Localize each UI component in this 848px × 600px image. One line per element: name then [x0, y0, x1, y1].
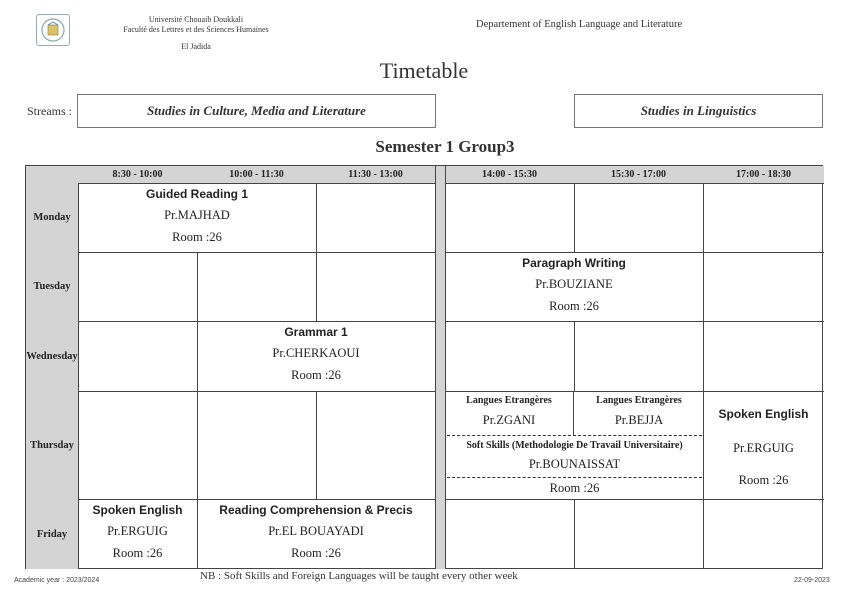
room-label: Room :26	[172, 230, 222, 244]
timeslot-header: 17:00 - 18:30	[703, 166, 824, 184]
session-thursday-spoken-english	[703, 391, 824, 500]
empty-slot	[445, 321, 575, 392]
timeslot-header: 8:30 - 10:00	[78, 166, 198, 184]
timetable-grid	[25, 165, 823, 569]
empty-slot	[316, 391, 436, 500]
empty-slot	[445, 499, 575, 569]
stream-culture-media-literature: Studies in Culture, Media and Literature	[77, 94, 436, 128]
empty-slot	[197, 391, 317, 500]
professor-name: Pr.BEJJA	[614, 413, 664, 427]
session-thursday-soft-skills	[445, 436, 704, 476]
timeslot-header: 10:00 - 11:30	[197, 166, 317, 184]
empty-slot	[78, 321, 198, 392]
empty-slot	[316, 252, 436, 322]
alternate-week-divider	[447, 477, 702, 478]
page-title: Timetable	[379, 58, 469, 83]
university-name: Université Chouaib Doukkali	[148, 15, 244, 24]
course-name: Guided Reading 1	[145, 187, 248, 201]
professor-name: Pr.ERGUIG	[733, 441, 794, 455]
course-name: Grammar 1	[284, 325, 348, 339]
room-label: Room :26	[549, 299, 599, 313]
streams-label: Streams :	[27, 104, 72, 118]
empty-slot	[574, 499, 704, 569]
session-thursday-langues-etrangeres-zgani	[445, 391, 574, 435]
course-name: Paragraph Writing	[522, 256, 626, 270]
session-friday-spoken-english	[78, 499, 198, 569]
faculty-name: Faculté des Lettres et des Sciences Humaines	[123, 25, 269, 34]
course-name: Langues Etrangères	[466, 395, 552, 406]
empty-slot	[445, 183, 575, 253]
empty-slot	[574, 183, 704, 253]
empty-slot	[703, 499, 824, 569]
empty-slot	[78, 252, 198, 322]
room-label: Room :26	[291, 368, 341, 382]
session-tuesday-paragraph-writing	[445, 252, 704, 322]
room-label: Room :26	[549, 481, 600, 495]
professor-name: Pr.EL BOUAYADI	[268, 524, 364, 538]
empty-slot	[316, 183, 436, 253]
day-label-wednesday: Wednesday	[26, 321, 79, 392]
timeslot-header: 15:30 - 17:00	[574, 166, 704, 184]
day-label-tuesday: Tuesday	[26, 252, 79, 322]
university-block	[100, 15, 292, 52]
issue-date: 22-09-2023	[794, 577, 830, 584]
session-monday-guided-reading	[78, 183, 317, 253]
timeslot-header: 11:30 - 13:00	[316, 166, 436, 184]
empty-slot	[703, 252, 824, 322]
course-name: Langues Etrangères	[596, 395, 682, 406]
course-name: Soft Skills (Methodologie De Travail Universitaire)	[466, 440, 683, 451]
professor-name: Pr.MAJHAD	[164, 208, 230, 222]
city-name: El Jadida	[181, 42, 211, 51]
session-friday-reading-comprehension	[197, 499, 436, 569]
corner-cell	[26, 166, 79, 184]
timeslot-header: 14:00 - 15:30	[445, 166, 575, 184]
stream-linguistics: Studies in Linguistics	[574, 94, 823, 128]
room-label: Room :26	[291, 546, 341, 560]
semester-group-title: Semester 1 Group3	[375, 137, 515, 156]
session-wednesday-grammar	[197, 321, 436, 392]
empty-slot	[703, 321, 824, 392]
academic-year: Academic year : 2023/2024	[14, 577, 100, 584]
department-name: Departement of English Language and Literature	[476, 19, 683, 30]
day-label-monday: Monday	[26, 183, 79, 253]
room-label: Room :26	[112, 546, 163, 560]
professor-name: Pr.ZGANI	[482, 413, 536, 427]
empty-slot	[574, 321, 704, 392]
course-name: Reading Comprehension & Precis	[219, 503, 413, 517]
professor-name: Pr.ERGUIG	[107, 524, 168, 538]
session-thursday-langues-etrangeres-bejja	[574, 391, 704, 435]
empty-slot	[78, 391, 198, 500]
footer-note: NB : Soft Skills and Foreign Languages will be taught every other week	[200, 570, 518, 582]
day-label-thursday: Thursday	[26, 391, 79, 500]
empty-slot	[703, 183, 824, 253]
day-label-friday: Friday	[26, 499, 79, 569]
university-logo	[36, 14, 70, 46]
professor-name: Pr.BOUZIANE	[535, 277, 613, 291]
empty-slot	[197, 252, 317, 322]
professor-name: Pr.BOUNAISSAT	[528, 457, 621, 471]
professor-name: Pr.CHERKAOUI	[272, 346, 360, 360]
university-seal-icon	[39, 17, 67, 43]
course-name: Spoken English	[718, 407, 809, 421]
course-name: Spoken English	[92, 503, 183, 517]
room-label: Room :26	[738, 473, 789, 487]
